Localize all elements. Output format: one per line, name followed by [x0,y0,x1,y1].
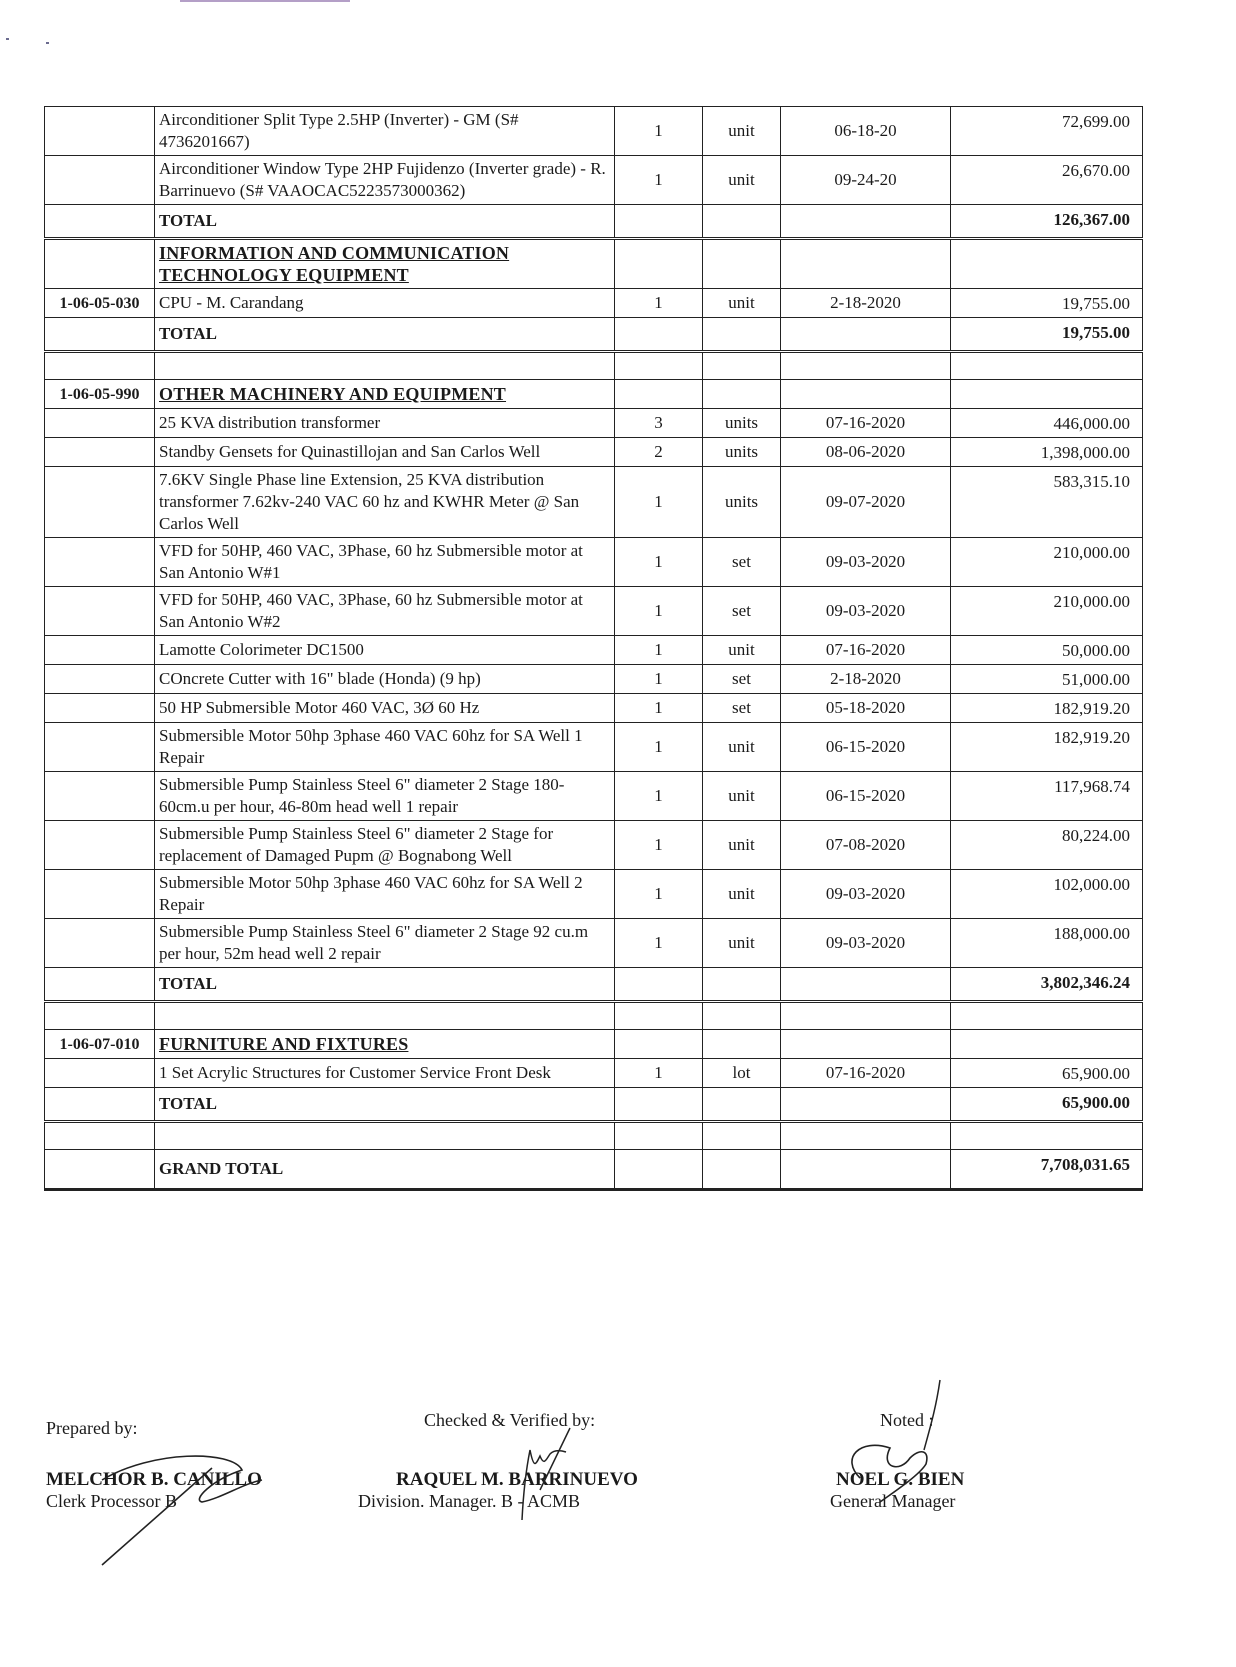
table-row [45,538,1143,587]
cell-unit [703,239,781,289]
cell-code [45,1122,155,1150]
cell-qty: 3 [615,409,703,438]
cell-date: 06-15-2020 [781,723,951,772]
table-row [45,694,1143,723]
cell-desc: GRAND TOTAL [155,1150,615,1190]
cell-desc: Airconditioner Window Type 2HP Fujidenzo (Inverter grade) - R. Barrinuevo (S# VAAOCAC5223573000362) [155,156,615,205]
cell-unit: unit [703,156,781,205]
total-row [45,968,1143,1002]
cell-unit: unit [703,636,781,665]
cell-qty [615,1088,703,1122]
noted-by-label: Noted : [880,1410,934,1430]
cell-qty: 1 [615,665,703,694]
cell-date: 07-08-2020 [781,821,951,870]
cell-date [781,239,951,289]
cell-unit: unit [703,289,781,318]
cell-qty [615,1030,703,1059]
cell-qty: 1 [615,870,703,919]
cell-date: 09-03-2020 [781,587,951,636]
cell-amount: 65,900.00 [951,1059,1143,1088]
table-row [45,587,1143,636]
grand-row [45,1150,1143,1190]
cell-amount: 210,000.00 [951,538,1143,587]
table-row [45,156,1143,205]
cell-amount [951,239,1143,289]
cell-desc [155,352,615,380]
checked-by-name: RAQUEL M. BARRINUEVO [396,1469,638,1490]
cell-code [45,665,155,694]
cell-desc: 25 KVA distribution transformer [155,409,615,438]
cell-date [781,380,951,409]
top-edge-mark [180,0,350,2]
checked-by-block [358,1410,638,1512]
cell-code [45,1059,155,1088]
cell-desc: INFORMATION AND COMMUNICATION TECHNOLOGY EQUIPMENT [155,239,615,289]
cell-date [781,1002,951,1030]
cell-date: 08-06-2020 [781,438,951,467]
cell-desc [155,1122,615,1150]
cell-amount [951,1002,1143,1030]
cell-code: 1-06-05-990 [45,380,155,409]
cell-date: 2-18-2020 [781,289,951,318]
checked-by-label: Checked & Verified by: [424,1410,596,1430]
cell-qty [615,968,703,1002]
checked-signature [510,1420,590,1530]
cell-date: 09-03-2020 [781,919,951,968]
table-row [45,467,1143,538]
cell-amount: 80,224.00 [951,821,1143,870]
cell-qty [615,380,703,409]
table-row [45,1059,1143,1088]
cell-qty [615,352,703,380]
cell-date: 07-16-2020 [781,636,951,665]
cell-date [781,352,951,380]
cell-date: 09-07-2020 [781,467,951,538]
cell-unit: set [703,665,781,694]
table-row [45,409,1143,438]
noted-signature [820,1378,960,1508]
cell-date: 2-18-2020 [781,665,951,694]
section-row [45,239,1143,289]
cell-date [781,1150,951,1190]
cell-code: 1-06-05-030 [45,289,155,318]
table-row [45,107,1143,156]
table-row [45,870,1143,919]
cell-unit [703,1030,781,1059]
cell-qty: 1 [615,919,703,968]
cell-desc: TOTAL [155,968,615,1002]
prepared-by-name: MELCHOR B. CANILLO [46,1469,262,1490]
cell-unit [703,1150,781,1190]
cell-qty: 1 [615,694,703,723]
cell-qty [615,1122,703,1150]
cell-desc: Submersible Pump Stainless Steel 6" diameter 2 Stage 92 cu.m per hour, 52m head well 2 repair [155,919,615,968]
cell-qty [615,318,703,352]
prepared-signature [92,1440,292,1570]
cell-amount [951,352,1143,380]
cell-date [781,318,951,352]
cell-code [45,821,155,870]
cell-amount: 26,670.00 [951,156,1143,205]
cell-code [45,156,155,205]
cell-qty: 1 [615,156,703,205]
cell-desc: 7.6KV Single Phase line Extension, 25 KVA distribution transformer 7.62kv-240 VAC 60 hz and KWHR Meter @ San Carlos Well [155,467,615,538]
table-row [45,723,1143,772]
cell-unit [703,1002,781,1030]
cell-code [45,1002,155,1030]
cell-code [45,636,155,665]
cell-code [45,107,155,156]
cell-unit [703,205,781,239]
cell-desc: TOTAL [155,205,615,239]
total-row [45,1088,1143,1122]
cell-desc: CPU - M. Carandang [155,289,615,318]
cell-unit: unit [703,870,781,919]
cell-code [45,205,155,239]
cell-amount: 7,708,031.65 [951,1150,1143,1190]
cell-amount: 210,000.00 [951,587,1143,636]
cell-desc: VFD for 50HP, 460 VAC, 3Phase, 60 hz Submersible motor at San Antonio W#2 [155,587,615,636]
cell-unit [703,380,781,409]
section-row [45,1030,1143,1059]
cell-unit [703,968,781,1002]
cell-unit: set [703,538,781,587]
cell-unit [703,318,781,352]
scan-speck [46,42,49,44]
cell-desc [155,1002,615,1030]
cell-unit: units [703,438,781,467]
noted-by-role: General Manager [830,1491,956,1511]
cell-qty: 1 [615,538,703,587]
cell-desc: OTHER MACHINERY AND EQUIPMENT [155,380,615,409]
cell-amount: 102,000.00 [951,870,1143,919]
property-ledger-table [44,106,1143,1191]
cell-desc: Submersible Pump Stainless Steel 6" diameter 2 Stage for replacement of Damaged Pupm @ Bognabong Well [155,821,615,870]
cell-amount: 446,000.00 [951,409,1143,438]
table-row [45,772,1143,821]
cell-amount: 583,315.10 [951,467,1143,538]
cell-code [45,467,155,538]
cell-amount: 50,000.00 [951,636,1143,665]
cell-code [45,968,155,1002]
table-row [45,821,1143,870]
cell-code [45,438,155,467]
table-row [45,919,1143,968]
cell-code [45,239,155,289]
cell-code [45,538,155,587]
cell-code: 1-06-07-010 [45,1030,155,1059]
cell-unit: lot [703,1059,781,1088]
cell-amount: 1,398,000.00 [951,438,1143,467]
cell-date [781,205,951,239]
cell-qty: 1 [615,467,703,538]
cell-desc: Submersible Motor 50hp 3phase 460 VAC 60hz for SA Well 2 Repair [155,870,615,919]
cell-unit: units [703,409,781,438]
cell-desc: 1 Set Acrylic Structures for Customer Service Front Desk [155,1059,615,1088]
cell-code [45,919,155,968]
cell-amount: 65,900.00 [951,1088,1143,1122]
cell-code [45,772,155,821]
cell-unit [703,1122,781,1150]
section-row [45,380,1143,409]
cell-amount: 117,968.74 [951,772,1143,821]
cell-date: 07-16-2020 [781,1059,951,1088]
prepared-by-role: Clerk Processor B [46,1491,177,1511]
ledger-body [45,107,1143,1190]
table-row [45,438,1143,467]
cell-unit [703,1088,781,1122]
cell-qty: 1 [615,636,703,665]
cell-date: 09-03-2020 [781,870,951,919]
cell-date: 09-03-2020 [781,538,951,587]
cell-amount [951,1030,1143,1059]
cell-desc: TOTAL [155,1088,615,1122]
cell-unit: set [703,587,781,636]
cell-qty: 1 [615,723,703,772]
cell-code [45,409,155,438]
table-row [45,636,1143,665]
cell-date [781,1088,951,1122]
cell-code [45,694,155,723]
cell-amount: 188,000.00 [951,919,1143,968]
cell-qty: 1 [615,289,703,318]
cell-date: 06-15-2020 [781,772,951,821]
cell-qty [615,239,703,289]
cell-code [45,1088,155,1122]
checked-by-role: Division. Manager. B - ACMB [358,1491,581,1511]
cell-desc: 50 HP Submersible Motor 460 VAC, 3Ø 60 Hz [155,694,615,723]
cell-desc: VFD for 50HP, 460 VAC, 3Phase, 60 hz Submersible motor at San Antonio W#1 [155,538,615,587]
cell-qty: 1 [615,107,703,156]
cell-unit: unit [703,723,781,772]
cell-desc: Submersible Motor 50hp 3phase 460 VAC 60hz for SA Well 1 Repair [155,723,615,772]
total-row [45,318,1143,352]
cell-qty: 1 [615,1059,703,1088]
cell-code [45,870,155,919]
cell-qty: 1 [615,821,703,870]
cell-amount: 3,802,346.24 [951,968,1143,1002]
cell-date: 05-18-2020 [781,694,951,723]
cell-unit: unit [703,772,781,821]
cell-amount [951,1122,1143,1150]
cell-unit: unit [703,107,781,156]
cell-date [781,1030,951,1059]
cell-code [45,318,155,352]
cell-desc: Standby Gensets for Quinastillojan and San Carlos Well [155,438,615,467]
cell-code [45,723,155,772]
blank-row [45,1122,1143,1150]
cell-amount: 19,755.00 [951,318,1143,352]
cell-date: 06-18-20 [781,107,951,156]
cell-date [781,968,951,1002]
cell-code [45,587,155,636]
total-row [45,205,1143,239]
cell-amount: 72,699.00 [951,107,1143,156]
cell-desc: FURNITURE AND FIXTURES [155,1030,615,1059]
cell-unit: unit [703,821,781,870]
table-row [45,289,1143,318]
cell-unit: unit [703,919,781,968]
cell-amount: 126,367.00 [951,205,1143,239]
cell-qty [615,1002,703,1030]
cell-code [45,352,155,380]
cell-amount: 51,000.00 [951,665,1143,694]
cell-qty: 1 [615,587,703,636]
cell-amount [951,380,1143,409]
cell-unit [703,352,781,380]
cell-code [45,1150,155,1190]
blank-row [45,1002,1143,1030]
cell-qty [615,1150,703,1190]
noted-by-name: NOEL G. BIEN [836,1469,965,1490]
cell-unit: units [703,467,781,538]
cell-date: 09-24-20 [781,156,951,205]
cell-amount: 19,755.00 [951,289,1143,318]
blank-row [45,352,1143,380]
cell-amount: 182,919.20 [951,694,1143,723]
table-row [45,665,1143,694]
cell-amount: 182,919.20 [951,723,1143,772]
scan-speck [6,38,9,40]
cell-desc: Airconditioner Split Type 2.5HP (Inverter) - GM (S# 4736201667) [155,107,615,156]
cell-desc: COncrete Cutter with 16" blade (Honda) (9 hp) [155,665,615,694]
cell-date [781,1122,951,1150]
cell-desc: TOTAL [155,318,615,352]
cell-date: 07-16-2020 [781,409,951,438]
cell-desc: Lamotte Colorimeter DC1500 [155,636,615,665]
cell-qty: 1 [615,772,703,821]
cell-desc: Submersible Pump Stainless Steel 6" diameter 2 Stage 180-60cm.u per hour, 46-80m head well 1 repair [155,772,615,821]
cell-qty [615,205,703,239]
prepared-by-label: Prepared by: [46,1418,138,1438]
cell-unit: set [703,694,781,723]
cell-qty: 2 [615,438,703,467]
